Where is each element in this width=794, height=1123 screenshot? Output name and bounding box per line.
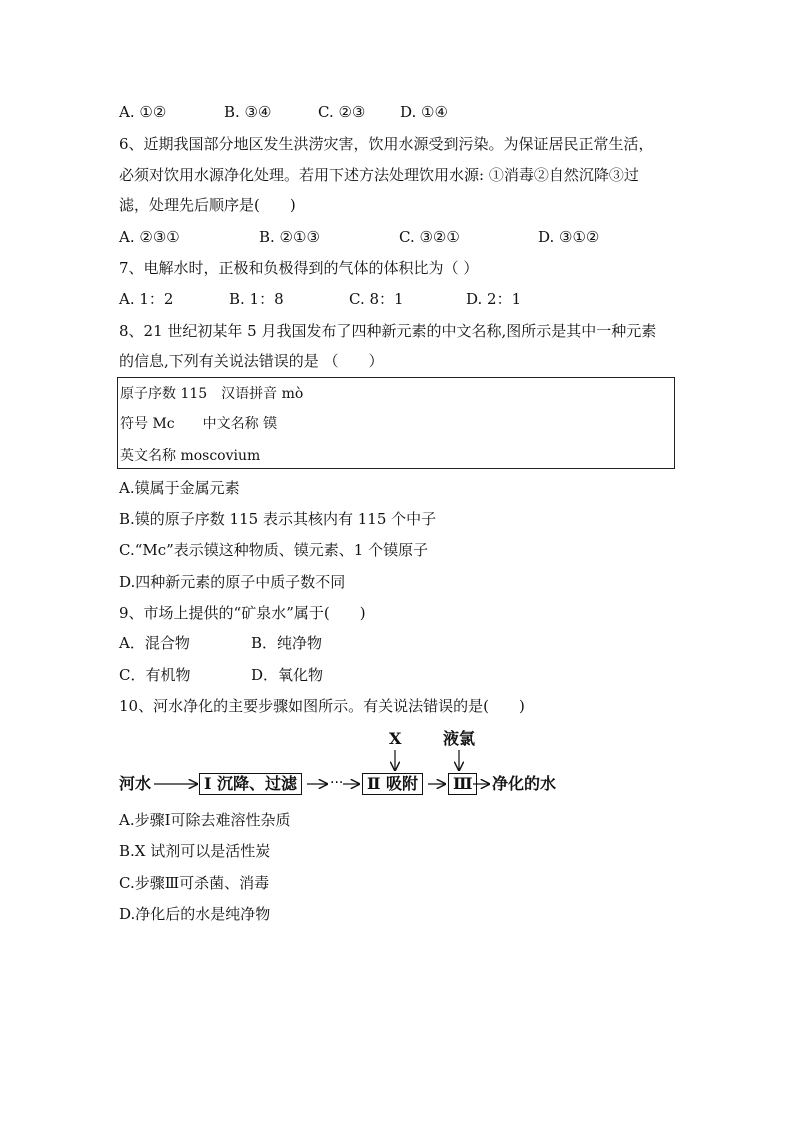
q10-option-a: A.步骤Ⅰ可除去难溶性杂质 bbox=[119, 811, 291, 829]
q6-option-a: A. ②③① bbox=[119, 228, 180, 246]
q8-option-c: C.“Mc”表示镆这种物质、镆元素、1 个镆原子 bbox=[119, 541, 429, 559]
q7-option-d: D. 2：1 bbox=[466, 290, 522, 308]
element-info-box bbox=[117, 377, 675, 469]
q5-option-d: D. ①④ bbox=[400, 103, 448, 121]
q10-option-c: C.步骤Ⅲ可杀菌、消毒 bbox=[119, 874, 270, 892]
q9-option-d: D．氧化物 bbox=[251, 666, 324, 684]
q10-option-b: B.X 试剂可以是活性炭 bbox=[119, 842, 271, 860]
q8-option-b: B.镆的原子序数 115 表示其核内有 115 个中子 bbox=[119, 510, 437, 528]
q9-option-b: B．纯净物 bbox=[251, 634, 323, 652]
element-info-row-1: 原子序数 115 汉语拼音 mò bbox=[120, 386, 304, 402]
q10-option-d: D.净化后的水是纯净物 bbox=[119, 905, 271, 923]
q10-stem: 10、河水净化的主要步骤如图所示。有关说法错误的是( ) bbox=[119, 697, 525, 715]
q7-stem: 7、电解水时，正极和负极得到的气体的体积比为（ ） bbox=[119, 259, 479, 277]
diagram-step3-box: Ⅲ bbox=[448, 773, 477, 795]
q6-option-d: D. ③①② bbox=[538, 228, 600, 246]
element-info-row-3: 英文名称 moscovium bbox=[120, 448, 261, 464]
q8-stem-line-2: 的信息,下列有关说法错误的是 （ ） bbox=[119, 352, 384, 370]
diagram-reagent-chlorine: 液氯 bbox=[443, 729, 476, 748]
diagram-purified-water: 净化的水 bbox=[492, 774, 557, 793]
q5-option-c: C. ②③ bbox=[318, 103, 366, 121]
water-purification-diagram bbox=[119, 726, 579, 806]
q7-option-b: B. 1：8 bbox=[229, 290, 284, 308]
element-info-row-2: 符号 Mc 中文名称 镆 bbox=[120, 416, 278, 432]
q6-option-c: C. ③②① bbox=[399, 228, 460, 246]
q5-option-b: B. ③④ bbox=[224, 103, 272, 121]
q6-stem-line-2: 必须对饮用水源净化处理。若用下述方法处理饮用水源: ①消毒②自然沉降③过 bbox=[119, 166, 639, 184]
diagram-step1-box: Ⅰ 沉降、过滤 bbox=[199, 773, 302, 795]
q6-option-b: B. ②①③ bbox=[259, 228, 320, 246]
q9-stem: 9、市场上提供的“矿泉水”属于( ) bbox=[119, 604, 366, 622]
diagram-step2-box: Ⅱ 吸附 bbox=[362, 773, 423, 795]
diagram-reagent-x: X bbox=[389, 729, 402, 748]
diagram-river-water: 河水 bbox=[119, 774, 152, 793]
diagram-arrows bbox=[119, 726, 579, 806]
q8-stem-line-1: 8、21 世纪初某年 5 月我国发布了四种新元素的中文名称,图所示是其中一种元素 bbox=[119, 322, 657, 340]
q9-option-a: A．混合物 bbox=[119, 634, 190, 652]
q6-stem-line-1: 6、近期我国部分地区发生洪涝灾害，饮用水源受到污染。为保证居民正常生活， bbox=[119, 135, 654, 153]
q8-option-d: D.四种新元素的原子中质子数不同 bbox=[119, 573, 346, 591]
q7-option-c: C. 8：1 bbox=[349, 290, 404, 308]
q9-option-c: C．有机物 bbox=[119, 666, 191, 684]
ellipsis-dots: ··· bbox=[330, 775, 344, 791]
q8-option-a: A.镆属于金属元素 bbox=[119, 479, 240, 497]
q6-stem-line-3: 滤，处理先后顺序是( ) bbox=[119, 196, 296, 214]
q5-option-a: A. ①② bbox=[119, 103, 167, 121]
q7-option-a: A. 1：2 bbox=[119, 290, 174, 308]
